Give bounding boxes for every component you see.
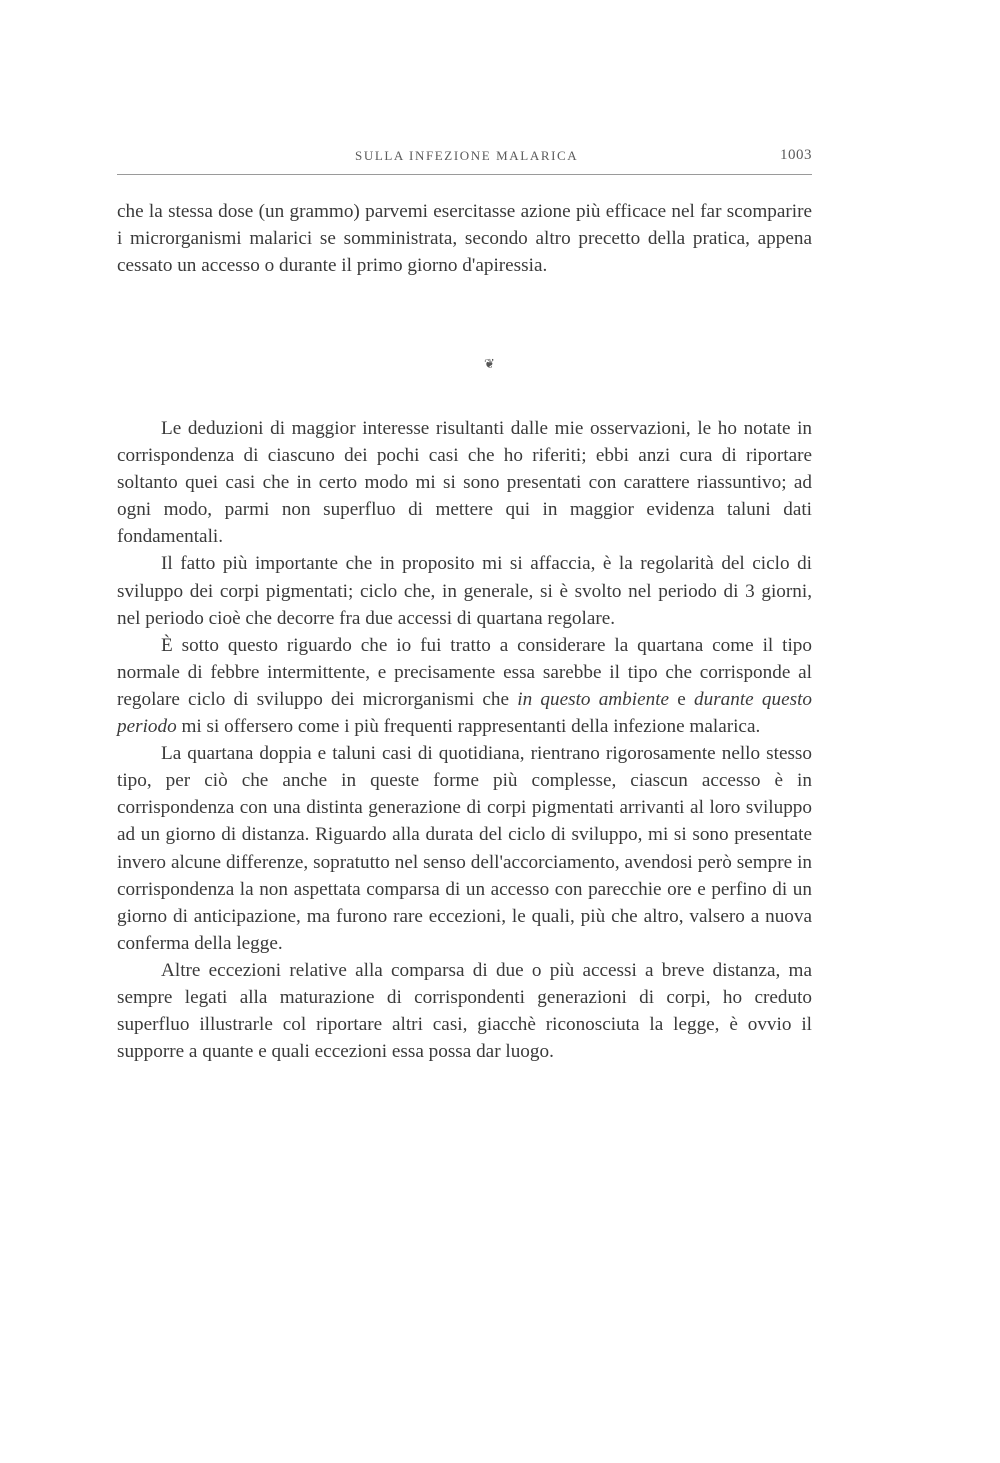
page-number: 1003 xyxy=(780,147,812,163)
running-title: SULLA INFEZIONE MALARICA xyxy=(355,148,579,163)
paragraph: Il fatto più importante che in proposito mi si affaccia, è la regolarità del ciclo di sviluppo dei corpi pigmentati; ciclo che, in generale, si è svolto nel periodo di 3 giorni, nel periodo cioè che decorre fra due accessi di quartana regolare. xyxy=(117,553,812,629)
fleuron-icon: ❦ xyxy=(484,356,495,371)
paragraph-text: e xyxy=(669,688,694,710)
paragraph-text: mi si offersero come i più frequenti rappresentanti della infezione malarica. xyxy=(176,716,761,738)
italic-phrase: durante questo periodo xyxy=(117,688,812,738)
paragraph: Le deduzioni di maggior interesse risultanti dalle mie osservazioni, le ho notate in corrispondenza di ciascuno dei pochi casi che ho riferiti; ebbi anzi cura di riportare soltanto quei casi che in certo modo mi si sono presentati con carattere riassuntivo; ad ogni modo, parmi non superfluo di mettere qui in maggior evidenza taluni dati fondamentali. xyxy=(117,418,812,548)
italic-phrase: in questo ambiente xyxy=(517,688,670,710)
paragraph-continued: che la stessa dose (un grammo) parvemi esercitasse azione più efficace nel far scomparire i microrganismi malarici se somministrata, secondo altro precetto della pratica, appena cessato un accesso o durante il primo giorno d'apiressia. xyxy=(117,201,812,277)
paragraph-text: È sotto questo riguardo che io fui tratto a considerare la quartana come il tipo normale di febbre intermittente, e precisamente essa sarebbe il tipo che corrisponde al regolare ciclo di sviluppo dei microrganismi che xyxy=(117,634,812,710)
text-block-main xyxy=(117,415,812,1065)
paragraph: Altre eccezioni relative alla comparsa di due o più accessi a breve distanza, ma sempre legati alla maturazione di corrispondenti generazioni di corpi, ho creduto superfluo illustrarle col riportare altri casi, giacchè riconosciuta la legge, è ovvio il supporre a quante e quali eccezioni essa possa dar luogo. xyxy=(117,959,812,1063)
header-rule xyxy=(117,174,812,175)
paragraph xyxy=(117,632,812,740)
paragraph: La quartana doppia e taluni casi di quotidiana, rientrano rigorosamente nello stesso tipo, per ciò che anche in queste forme più complesse, ciascun accesso è in corrispondenza con una distinta generazione di corpi pigmentati arrivanti al loro sviluppo ad un giorno di distanza. Riguardo alla durata del ciclo di sviluppo, mi si sono presentate invero alcune differenze, sopratutto nel senso dell'accorciamento, avendosi però sempre in corrispondenza la non aspettata comparsa di un accesso con parecchie ore e perfino di un giorno di anticipazione, ma furono rare eccezioni, le quali, più che altro, valsero a nuova conferma della legge. xyxy=(117,743,812,954)
text-block-continuation xyxy=(117,198,812,279)
running-head xyxy=(117,148,812,172)
